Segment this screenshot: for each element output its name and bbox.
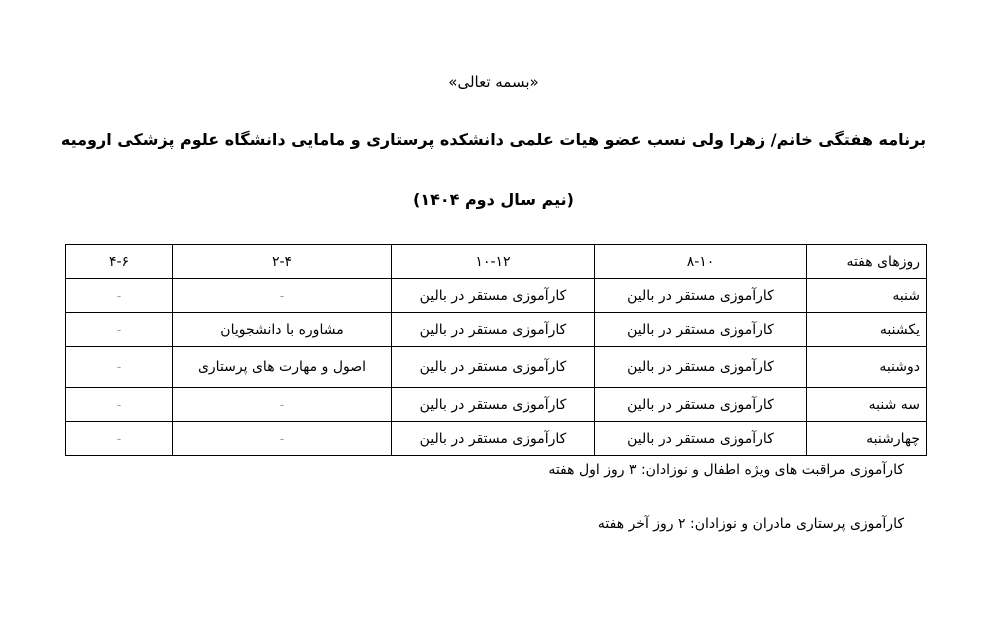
day-cell: سه شنبه — [807, 388, 927, 422]
day-cell: یکشنبه — [807, 313, 927, 347]
table-cell: کارآموزی مستقر در بالین — [392, 388, 595, 422]
table-cell: - — [173, 388, 392, 422]
header-weekday: روزهای هفته — [807, 245, 927, 279]
table-cell: مشاوره با دانشجویان — [173, 313, 392, 347]
table-header-row — [66, 245, 927, 279]
table-cell: - — [66, 422, 173, 456]
table-cell: - — [66, 313, 173, 347]
table-cell: کارآموزی مستقر در بالین — [392, 279, 595, 313]
table-row — [66, 347, 927, 388]
table-cell: کارآموزی مستقر در بالین — [595, 279, 807, 313]
table-row — [66, 422, 927, 456]
day-cell: شنبه — [807, 279, 927, 313]
table-cell: کارآموزی مستقر در بالین — [392, 313, 595, 347]
table-cell: کارآموزی مستقر در بالین — [595, 388, 807, 422]
day-cell: چهارشنبه — [807, 422, 927, 456]
table-cell: کارآموزی مستقر در بالین — [595, 313, 807, 347]
table-cell: کارآموزی مستقر در بالین — [595, 347, 807, 388]
table-cell: اصول و مهارت های پرستاری — [173, 347, 392, 388]
day-cell: دوشنبه — [807, 347, 927, 388]
table-cell: - — [66, 347, 173, 388]
table-cell: - — [66, 279, 173, 313]
table-cell: - — [66, 388, 173, 422]
document-title: برنامه هفتگی خانم/ زهرا ولی نسب عضو هیات علمی دانشکده پرستاری و مامایی دانشگاه علوم پزشکی ارومیه — [60, 130, 927, 149]
weekly-schedule-table — [65, 244, 927, 456]
note-pediatric-icu-internship: کارآموزی مراقبت های ویژه اطفال و نوزادان: ۳ روز اول هفته — [548, 462, 904, 478]
table-row — [66, 313, 927, 347]
table-cell: - — [173, 422, 392, 456]
table-row — [66, 388, 927, 422]
note-maternal-newborn-internship: کارآموزی پرستاری مادران و نوزادان: ۲ روز آخر هفته — [597, 516, 904, 532]
table-cell: کارآموزی مستقر در بالین — [392, 422, 595, 456]
header-slot-8-10: ۸-۱۰ — [595, 245, 807, 279]
header-slot-10-12: ۱۰-۱۲ — [392, 245, 595, 279]
table-row — [66, 279, 927, 313]
table-cell: کارآموزی مستقر در بالین — [392, 347, 595, 388]
header-slot-2-4: ۲-۴ — [173, 245, 392, 279]
table-cell: کارآموزی مستقر در بالین — [595, 422, 807, 456]
header-slot-4-6: ۴-۶ — [66, 245, 173, 279]
semester-subtitle: (نیم سال دوم ۱۴۰۴) — [413, 190, 574, 209]
table-cell: - — [173, 279, 392, 313]
basmala-heading: «بسمه تعالی» — [448, 73, 539, 91]
